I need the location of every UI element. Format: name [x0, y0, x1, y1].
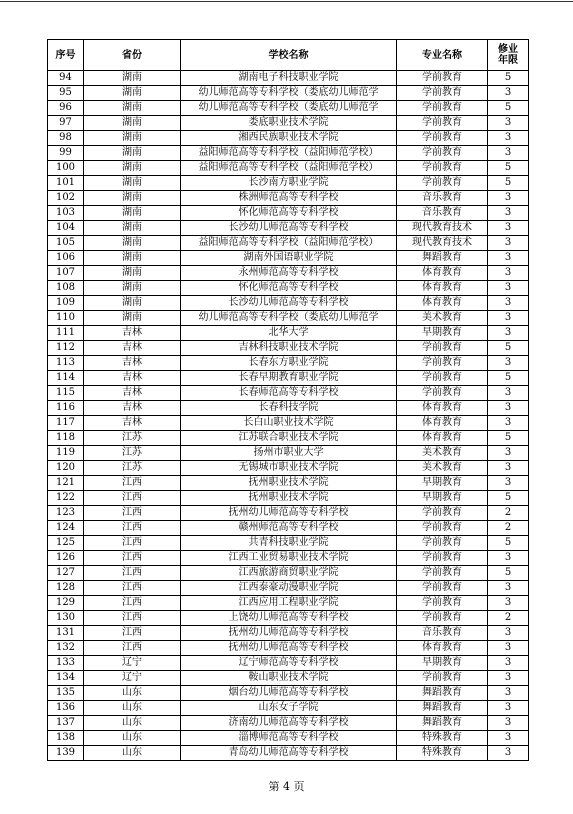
cell-school: 长春科技学院	[181, 401, 397, 416]
table-row	[48, 566, 529, 581]
cell-index: 132	[48, 641, 84, 656]
cell-years: 5	[488, 566, 529, 581]
cell-index: 130	[48, 611, 84, 626]
cell-province: 江西	[84, 641, 181, 656]
cell-province: 江西	[84, 596, 181, 611]
cell-years: 3	[488, 416, 529, 431]
cell-school: 抚州职业技术学院	[181, 476, 397, 491]
cell-province: 山东	[84, 716, 181, 731]
school-major-table	[47, 39, 529, 761]
cell-major: 体育教育	[397, 641, 488, 656]
cell-province: 吉林	[84, 371, 181, 386]
cell-school: 湖南外国语职业学院	[181, 251, 397, 266]
cell-major: 美术教育	[397, 446, 488, 461]
table-row	[48, 101, 529, 116]
table-row	[48, 401, 529, 416]
cell-years: 3	[488, 236, 529, 251]
cell-province: 江西	[84, 536, 181, 551]
cell-years: 3	[488, 551, 529, 566]
cell-school: 益阳师范高等专科学校（益阳师范学校）	[181, 146, 397, 161]
cell-province: 江西	[84, 611, 181, 626]
cell-major: 美术教育	[397, 461, 488, 476]
cell-index: 94	[48, 71, 84, 86]
cell-province: 湖南	[84, 221, 181, 236]
cell-major: 学前教育	[397, 506, 488, 521]
cell-index: 121	[48, 476, 84, 491]
cell-years: 3	[488, 326, 529, 341]
cell-province: 湖南	[84, 101, 181, 116]
cell-index: 120	[48, 461, 84, 476]
cell-years: 3	[488, 356, 529, 371]
cell-school: 抚州幼儿师范高等专科学校	[181, 626, 397, 641]
page-number: 第 4 页	[268, 780, 305, 793]
cell-major: 音乐教育	[397, 206, 488, 221]
cell-major: 音乐教育	[397, 191, 488, 206]
table-row	[48, 671, 529, 686]
header-school: 学校名称	[181, 40, 397, 71]
table-row	[48, 266, 529, 281]
cell-major: 早期教育	[397, 656, 488, 671]
cell-school: 济南幼儿师范高等专科学校	[181, 716, 397, 731]
cell-province: 江苏	[84, 431, 181, 446]
cell-school: 抚州职业技术学院	[181, 491, 397, 506]
cell-index: 100	[48, 161, 84, 176]
table-row	[48, 551, 529, 566]
cell-province: 山东	[84, 701, 181, 716]
cell-province: 湖南	[84, 296, 181, 311]
table-row	[48, 596, 529, 611]
cell-major: 学前教育	[397, 71, 488, 86]
table-row	[48, 716, 529, 731]
cell-school: 赣州师范高等专科学校	[181, 521, 397, 536]
cell-province: 吉林	[84, 386, 181, 401]
cell-school: 山东女子学院	[181, 701, 397, 716]
cell-major: 舞蹈教育	[397, 251, 488, 266]
cell-index: 116	[48, 401, 84, 416]
cell-major: 体育教育	[397, 266, 488, 281]
cell-province: 湖南	[84, 311, 181, 326]
cell-province: 辽宁	[84, 671, 181, 686]
cell-years: 5	[488, 176, 529, 191]
cell-index: 125	[48, 536, 84, 551]
header-index: 序号	[48, 40, 84, 71]
cell-major: 学前教育	[397, 551, 488, 566]
cell-index: 113	[48, 356, 84, 371]
cell-major: 学前教育	[397, 176, 488, 191]
cell-years: 3	[488, 626, 529, 641]
cell-major: 学前教育	[397, 536, 488, 551]
cell-major: 学前教育	[397, 116, 488, 131]
cell-school: 长春早期教育职业学院	[181, 371, 397, 386]
cell-index: 128	[48, 581, 84, 596]
cell-years: 3	[488, 461, 529, 476]
cell-years: 3	[488, 701, 529, 716]
table-row	[48, 746, 529, 761]
cell-province: 吉林	[84, 341, 181, 356]
table-body	[48, 71, 529, 761]
table-header-row	[48, 40, 529, 71]
cell-school: 青岛幼儿师范高等专科学校	[181, 746, 397, 761]
cell-school: 长春师范高等专科学校	[181, 386, 397, 401]
cell-years: 3	[488, 401, 529, 416]
cell-years: 3	[488, 311, 529, 326]
table-row	[48, 71, 529, 86]
cell-major: 特殊教育	[397, 746, 488, 761]
cell-years: 5	[488, 491, 529, 506]
cell-index: 95	[48, 86, 84, 101]
cell-index: 106	[48, 251, 84, 266]
cell-major: 舞蹈教育	[397, 701, 488, 716]
table-row	[48, 536, 529, 551]
cell-major: 学前教育	[397, 581, 488, 596]
cell-years: 3	[488, 581, 529, 596]
cell-school: 抚州幼儿师范高等专科学校	[181, 506, 397, 521]
cell-index: 98	[48, 131, 84, 146]
cell-years: 5	[488, 431, 529, 446]
cell-index: 117	[48, 416, 84, 431]
cell-major: 学前教育	[397, 86, 488, 101]
cell-index: 110	[48, 311, 84, 326]
cell-years: 3	[488, 446, 529, 461]
cell-school: 长春东方职业学院	[181, 356, 397, 371]
cell-years: 3	[488, 206, 529, 221]
cell-province: 江西	[84, 476, 181, 491]
table-row	[48, 206, 529, 221]
table-row	[48, 581, 529, 596]
table-row	[48, 656, 529, 671]
cell-school: 共青科技职业学院	[181, 536, 397, 551]
cell-school: 永州师范高等专科学校	[181, 266, 397, 281]
cell-index: 136	[48, 701, 84, 716]
cell-province: 江西	[84, 551, 181, 566]
cell-years: 3	[488, 86, 529, 101]
cell-major: 特殊教育	[397, 731, 488, 746]
table-row	[48, 296, 529, 311]
table-row	[48, 731, 529, 746]
cell-index: 101	[48, 176, 84, 191]
cell-province: 江西	[84, 506, 181, 521]
table-row	[48, 86, 529, 101]
cell-major: 音乐教育	[397, 626, 488, 641]
cell-years: 3	[488, 731, 529, 746]
cell-years: 3	[488, 716, 529, 731]
cell-province: 湖南	[84, 161, 181, 176]
cell-major: 学前教育	[397, 671, 488, 686]
cell-province: 江苏	[84, 461, 181, 476]
cell-province: 江西	[84, 521, 181, 536]
cell-major: 美术教育	[397, 311, 488, 326]
cell-years: 3	[488, 266, 529, 281]
cell-years: 3	[488, 221, 529, 236]
table-row	[48, 386, 529, 401]
cell-index: 127	[48, 566, 84, 581]
cell-years: 3	[488, 191, 529, 206]
cell-province: 湖南	[84, 236, 181, 251]
table-row	[48, 491, 529, 506]
cell-major: 学前教育	[397, 371, 488, 386]
cell-province: 吉林	[84, 401, 181, 416]
cell-index: 123	[48, 506, 84, 521]
cell-province: 湖南	[84, 71, 181, 86]
cell-index: 134	[48, 671, 84, 686]
cell-province: 辽宁	[84, 656, 181, 671]
cell-school: 怀化师范高等专科学校	[181, 281, 397, 296]
header-province: 省份	[84, 40, 181, 71]
cell-province: 江西	[84, 491, 181, 506]
cell-major: 学前教育	[397, 596, 488, 611]
cell-school: 娄底职业技术学院	[181, 116, 397, 131]
cell-index: 122	[48, 491, 84, 506]
cell-school: 江西泰豪动漫职业学院	[181, 581, 397, 596]
cell-school: 幼儿师范高等专科学校（娄底幼儿师范学	[181, 101, 397, 116]
cell-index: 96	[48, 101, 84, 116]
cell-major: 早期教育	[397, 476, 488, 491]
table-row	[48, 461, 529, 476]
cell-school: 辽宁师范高等专科学校	[181, 656, 397, 671]
cell-school: 北华大学	[181, 326, 397, 341]
cell-index: 115	[48, 386, 84, 401]
cell-major: 学前教育	[397, 566, 488, 581]
cell-major: 早期教育	[397, 326, 488, 341]
cell-years: 2	[488, 506, 529, 521]
table-row	[48, 326, 529, 341]
table-row	[48, 611, 529, 626]
cell-school: 幼儿师范高等专科学校（娄底幼儿师范学	[181, 311, 397, 326]
cell-province: 江西	[84, 626, 181, 641]
cell-index: 99	[48, 146, 84, 161]
cell-school: 江苏联合职业技术学院	[181, 431, 397, 446]
cell-index: 103	[48, 206, 84, 221]
cell-index: 107	[48, 266, 84, 281]
cell-province: 湖南	[84, 191, 181, 206]
cell-index: 131	[48, 626, 84, 641]
cell-index: 111	[48, 326, 84, 341]
table-row	[48, 116, 529, 131]
cell-years: 5	[488, 71, 529, 86]
cell-major: 学前教育	[397, 521, 488, 536]
cell-school: 江西应用工程职业学院	[181, 596, 397, 611]
cell-years: 5	[488, 341, 529, 356]
cell-major: 体育教育	[397, 416, 488, 431]
cell-index: 114	[48, 371, 84, 386]
cell-years: 3	[488, 116, 529, 131]
cell-index: 137	[48, 716, 84, 731]
table-row	[48, 476, 529, 491]
header-years	[488, 40, 529, 71]
cell-province: 吉林	[84, 356, 181, 371]
cell-years: 3	[488, 686, 529, 701]
cell-school: 益阳师范高等专科学校（益阳师范学校）	[181, 161, 397, 176]
cell-major: 舞蹈教育	[397, 686, 488, 701]
cell-province: 湖南	[84, 281, 181, 296]
table-row	[48, 311, 529, 326]
cell-school: 益阳师范高等专科学校（益阳师范学校）	[181, 236, 397, 251]
cell-province: 湖南	[84, 116, 181, 131]
header-years-label: 修业年限	[498, 44, 518, 66]
cell-years: 3	[488, 596, 529, 611]
cell-province: 湖南	[84, 176, 181, 191]
cell-index: 118	[48, 431, 84, 446]
cell-years: 3	[488, 671, 529, 686]
cell-index: 138	[48, 731, 84, 746]
cell-province: 山东	[84, 686, 181, 701]
cell-index: 102	[48, 191, 84, 206]
cell-index: 105	[48, 236, 84, 251]
cell-index: 129	[48, 596, 84, 611]
table-row	[48, 221, 529, 236]
cell-index: 97	[48, 116, 84, 131]
cell-province: 湖南	[84, 266, 181, 281]
table-row	[48, 446, 529, 461]
cell-school: 株洲师范高等专科学校	[181, 191, 397, 206]
cell-school: 江西旅游商贸职业学院	[181, 566, 397, 581]
cell-index: 109	[48, 296, 84, 311]
table-row	[48, 236, 529, 251]
cell-index: 124	[48, 521, 84, 536]
cell-school: 湘西民族职业技术学院	[181, 131, 397, 146]
cell-index: 104	[48, 221, 84, 236]
cell-major: 学前教育	[397, 356, 488, 371]
cell-school: 长沙南方职业学院	[181, 176, 397, 191]
cell-school: 扬州市职业大学	[181, 446, 397, 461]
cell-province: 湖南	[84, 131, 181, 146]
cell-major: 学前教育	[397, 131, 488, 146]
cell-index: 108	[48, 281, 84, 296]
table-row	[48, 416, 529, 431]
cell-school: 湖南电子科技职业学院	[181, 71, 397, 86]
table-row	[48, 341, 529, 356]
cell-index: 112	[48, 341, 84, 356]
table-row	[48, 176, 529, 191]
cell-school: 江西工业贸易职业技术学院	[181, 551, 397, 566]
cell-province: 湖南	[84, 206, 181, 221]
cell-school: 无锡城市职业技术学院	[181, 461, 397, 476]
cell-school: 长沙幼儿师范高等专科学校	[181, 221, 397, 236]
cell-years: 5	[488, 161, 529, 176]
cell-years: 5	[488, 536, 529, 551]
cell-major: 学前教育	[397, 101, 488, 116]
cell-school: 长沙幼儿师范高等专科学校	[181, 296, 397, 311]
cell-index: 119	[48, 446, 84, 461]
cell-major: 体育教育	[397, 431, 488, 446]
cell-index: 139	[48, 746, 84, 761]
cell-school: 抚州幼儿师范高等专科学校	[181, 641, 397, 656]
cell-years: 3	[488, 476, 529, 491]
cell-years: 3	[488, 146, 529, 161]
cell-years: 3	[488, 746, 529, 761]
cell-years: 5	[488, 371, 529, 386]
cell-province: 江西	[84, 566, 181, 581]
cell-major: 早期教育	[397, 491, 488, 506]
table-row	[48, 161, 529, 176]
cell-school: 鞍山职业技术学院	[181, 671, 397, 686]
cell-school: 长白山职业技术学院	[181, 416, 397, 431]
cell-years: 2	[488, 611, 529, 626]
table-row	[48, 626, 529, 641]
cell-school: 怀化师范高等专科学校	[181, 206, 397, 221]
cell-province: 湖南	[84, 251, 181, 266]
table-row	[48, 281, 529, 296]
cell-province: 湖南	[84, 146, 181, 161]
cell-school: 上饶幼儿师范高等专科学校	[181, 611, 397, 626]
table-row	[48, 431, 529, 446]
cell-province: 山东	[84, 746, 181, 761]
cell-province: 山东	[84, 731, 181, 746]
cell-major: 体育教育	[397, 296, 488, 311]
cell-province: 吉林	[84, 326, 181, 341]
cell-index: 126	[48, 551, 84, 566]
cell-major: 学前教育	[397, 146, 488, 161]
cell-major: 体育教育	[397, 281, 488, 296]
page-top-rule	[0, 1, 573, 2]
cell-index: 135	[48, 686, 84, 701]
cell-province: 湖南	[84, 86, 181, 101]
cell-years: 3	[488, 131, 529, 146]
cell-major: 现代教育技术	[397, 221, 488, 236]
cell-years: 2	[488, 521, 529, 536]
table-row	[48, 191, 529, 206]
cell-major: 学前教育	[397, 161, 488, 176]
table-row	[48, 641, 529, 656]
cell-years: 3	[488, 386, 529, 401]
cell-province: 江西	[84, 581, 181, 596]
table-row	[48, 521, 529, 536]
table-row	[48, 251, 529, 266]
header-major: 专业名称	[397, 40, 488, 71]
cell-province: 吉林	[84, 416, 181, 431]
cell-school: 吉林科技职业技术学院	[181, 341, 397, 356]
cell-major: 舞蹈教育	[397, 716, 488, 731]
table-row	[48, 686, 529, 701]
cell-years: 3	[488, 641, 529, 656]
cell-index: 133	[48, 656, 84, 671]
cell-major: 现代教育技术	[397, 236, 488, 251]
cell-major: 学前教育	[397, 386, 488, 401]
cell-major: 学前教育	[397, 611, 488, 626]
cell-school: 淄博师范高等专科学校	[181, 731, 397, 746]
table-row	[48, 146, 529, 161]
cell-years: 3	[488, 296, 529, 311]
table-row	[48, 506, 529, 521]
table-row	[48, 131, 529, 146]
cell-years: 3	[488, 281, 529, 296]
cell-major: 学前教育	[397, 341, 488, 356]
cell-years: 3	[488, 251, 529, 266]
cell-years: 5	[488, 101, 529, 116]
cell-school: 烟台幼儿师范高等专科学校	[181, 686, 397, 701]
table-row	[48, 371, 529, 386]
table-row	[48, 701, 529, 716]
cell-years: 3	[488, 656, 529, 671]
cell-province: 江苏	[84, 446, 181, 461]
table-row	[48, 356, 529, 371]
cell-major: 体育教育	[397, 401, 488, 416]
cell-school: 幼儿师范高等专科学校（娄底幼儿师范学	[181, 86, 397, 101]
